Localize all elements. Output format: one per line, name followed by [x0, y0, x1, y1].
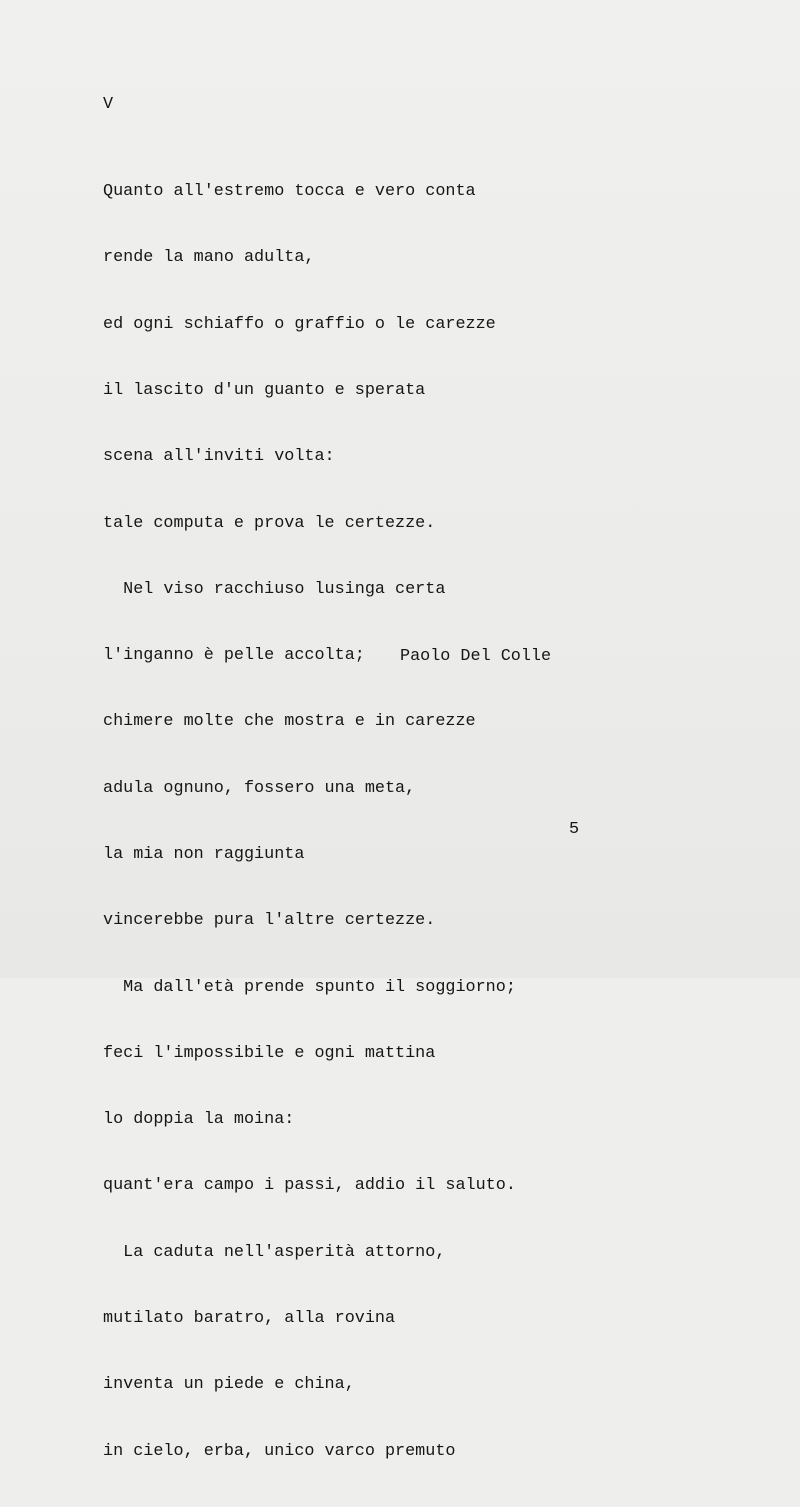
poem-line: Nel viso racchiuso lusinga certa	[103, 579, 446, 599]
poem-line: La caduta nell'asperità attorno,	[103, 1242, 446, 1262]
author-name: Paolo Del Colle	[400, 647, 552, 666]
poem-line: tale computa e prova le certezze.	[103, 513, 436, 533]
poem-line: rende la mano adulta,	[103, 248, 315, 268]
poem-line: scena all'inviti volta:	[103, 447, 335, 467]
section-number: V	[103, 95, 114, 114]
poem-line: il lascito d'un guanto e sperata	[103, 381, 426, 401]
poem-line: l'inganno è pelle accolta;	[103, 646, 365, 666]
poem-line: adula ognuno, fossero una meta,	[103, 778, 416, 798]
poem-line: chimere molte che mostra e in carezze	[103, 712, 476, 732]
poem-line: inventa un piede e china,	[103, 1375, 355, 1395]
poem-line: Quanto all'estremo tocca e vero conta	[103, 182, 476, 202]
poem-body	[103, 137, 516, 1507]
poem-line: quant'era campo i passi, addio il saluto.	[103, 1176, 516, 1196]
poem-line: vincerebbe pura l'altre certezze.	[103, 911, 436, 931]
poem-line: Ma dall'età prende spunto il soggiorno;	[103, 977, 516, 997]
poem-line: feci l'impossibile e ogni mattina	[103, 1043, 436, 1063]
poem-line: mutilato baratro, alla rovina	[103, 1308, 396, 1328]
poem-line: in cielo, erba, unico varco premuto	[103, 1441, 456, 1461]
page-number: 5	[569, 820, 580, 839]
poem-line: la mia non raggiunta	[103, 845, 305, 864]
poem-line: ed ogni schiaffo o graffio o le carezze	[103, 314, 496, 334]
poem-line: lo doppia la moina:	[103, 1110, 295, 1130]
